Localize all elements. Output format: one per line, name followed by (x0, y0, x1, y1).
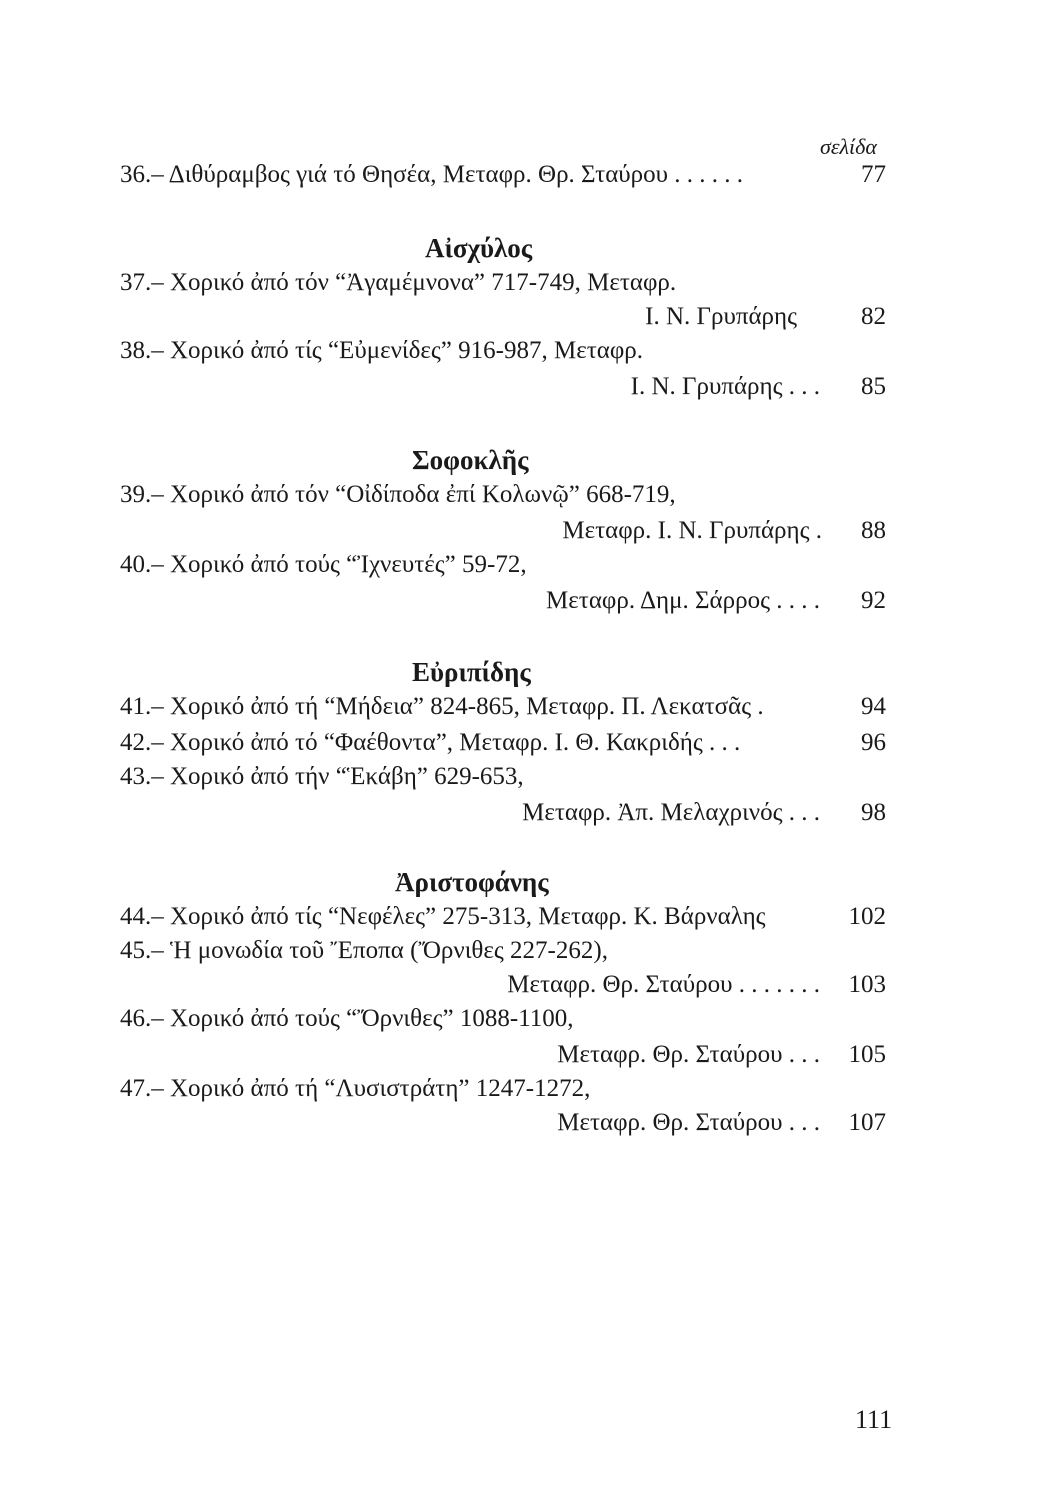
page-column-label: σελίδα (820, 134, 877, 159)
toc-page-43: 98 (861, 799, 886, 826)
toc-page-44: 102 (848, 903, 886, 930)
toc-entry-38: 38.– Χορικό ἀπό τίς “Εὐμενίδες” 916-987, Μεταφρ. (120, 337, 643, 364)
toc-entry-40: 40.– Χορικό ἀπό τούς “Ἰχνευτές” 59-72, (120, 551, 527, 578)
toc-entry-46-cont: Μεταφρ. Θρ. Σταύρου . . . (557, 1041, 820, 1068)
toc-entry-44: 44.– Χορικό ἀπό τίς “Νεφέλες” 275-313, Μεταφρ. Κ. Βάρναλης (120, 903, 766, 930)
toc-page-39: 88 (861, 517, 886, 544)
toc-entry-47-cont: Μεταφρ. Θρ. Σταύρου . . . (557, 1109, 820, 1136)
toc-entry-36: 36.– Διθύραμβος γιά τό Θησέα, Μεταφρ. Θρ. Σταύρου . . . . . . (120, 161, 744, 188)
toc-entry-47: 47.– Χορικό ἀπό τή “Λυσιστράτη” 1247-1272, (120, 1075, 591, 1102)
toc-entry-43-cont: Μεταφρ. Ἀπ. Μελαχρινός . . . (522, 799, 820, 826)
toc-page-40: 92 (861, 587, 886, 614)
section-heading-aeschylus: Αἰσχύλος (425, 233, 533, 263)
section-heading-sophocles: Σοφοκλῆς (412, 445, 529, 475)
page-number: 111 (855, 1405, 893, 1434)
toc-entry-40-cont: Μεταφρ. Δημ. Σάρρος . . . . (546, 587, 820, 614)
toc-page-46: 105 (848, 1041, 886, 1068)
toc-entry-43: 43.– Χορικό ἀπό τήν “Ἑκάβη” 629-653, (120, 763, 524, 790)
toc-entry-41: 41.– Χορικό ἀπό τή “Μήδεια” 824-865, Μεταφρ. Π. Λεκατσᾶς . (120, 693, 764, 720)
toc-page-38: 85 (861, 373, 886, 400)
section-heading-aristophanes: Ἀριστοφάνης (395, 867, 549, 897)
toc-page-37: 82 (861, 303, 886, 330)
toc-entry-42: 42.– Χορικό ἀπό τό “Φαέθοντα”, Μεταφρ. Ι. Θ. Κακριδής . . . (120, 729, 741, 756)
section-heading-euripides: Εὐριπίδης (412, 657, 531, 687)
toc-page-42: 96 (861, 729, 886, 756)
toc-page-41: 94 (861, 693, 886, 720)
toc-page-47: 107 (848, 1109, 886, 1136)
toc-entry-38-cont: Ι. Ν. Γρυπάρης . . . (630, 373, 820, 400)
toc-entry-39-cont: Μεταφρ. Ι. Ν. Γρυπάρης . (562, 517, 822, 544)
toc-entry-46: 46.– Χορικό ἀπό τούς “Ὄρνιθες” 1088-1100, (120, 1005, 574, 1032)
toc-entry-37-cont: Ι. Ν. Γρυπάρης (645, 303, 797, 330)
toc-page-36: 77 (861, 161, 886, 188)
toc-entry-45-cont: Μεταφρ. Θρ. Σταύρου . . . . . . . (507, 971, 820, 998)
toc-entry-37: 37.– Χορικό ἀπό τόν “Ἀγαμέμνονα” 717-749, Μεταφρ. (120, 269, 677, 296)
toc-entry-45: 45.– Ἡ μονωδία τοῦ Ἔποπα (Ὄρνιθες 227-262), (120, 937, 608, 964)
toc-entry-39: 39.– Χορικό ἀπό τόν “Οἰδίποδα ἐπί Κολωνῷ” 668-719, (120, 481, 676, 508)
toc-page-45: 103 (848, 971, 886, 998)
